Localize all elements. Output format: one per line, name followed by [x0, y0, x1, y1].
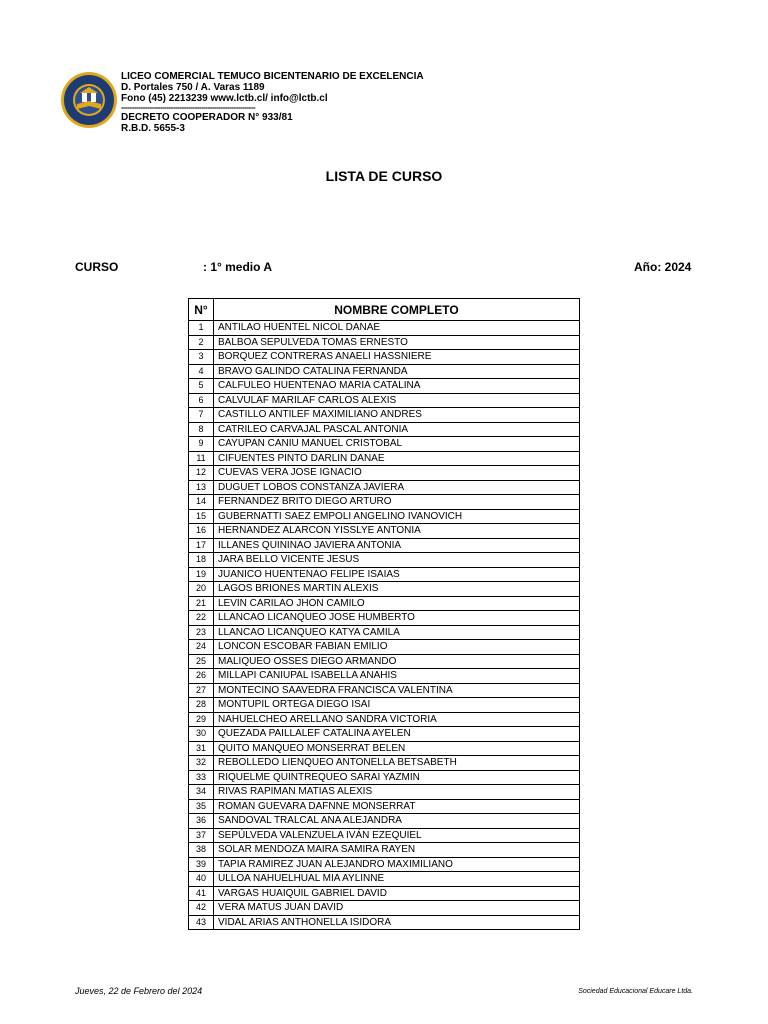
student-name: SANDOVAL TRALCAL ANA ALEJANDRA: [214, 814, 580, 829]
row-number: 32: [189, 756, 214, 771]
table-row: [189, 727, 580, 742]
student-name: CALFULEO HUENTENAO MARIA CATALINA: [214, 379, 580, 394]
table-row: [189, 596, 580, 611]
table-row: [189, 553, 580, 568]
table-row: [189, 408, 580, 423]
school-address: D. Portales 750 / A. Varas 1189: [121, 82, 265, 93]
row-number: 34: [189, 785, 214, 800]
row-number: 36: [189, 814, 214, 829]
row-number: 2: [189, 335, 214, 350]
student-name: QUEZADA PAILLALEF CATALINA AYELEN: [214, 727, 580, 742]
table-row: [189, 770, 580, 785]
course-value: : 1° medio A: [203, 260, 273, 274]
row-number: 23: [189, 625, 214, 640]
table-row: [189, 582, 580, 597]
row-number: 43: [189, 915, 214, 930]
row-number: 29: [189, 712, 214, 727]
student-name: HERNANDEZ ALARCON YISSLYE ANTONIA: [214, 524, 580, 539]
student-name: DUGUET LOBOS CONSTANZA JAVIERA: [214, 480, 580, 495]
table-row: [189, 698, 580, 713]
row-number: 9: [189, 437, 214, 452]
student-name: ILLANES QUININAO JAVIERA ANTONIA: [214, 538, 580, 553]
table-row: [189, 350, 580, 365]
row-number: 1: [189, 321, 214, 336]
header-separator: --------------------------------------------------------------: [121, 104, 256, 112]
row-number: 8: [189, 422, 214, 437]
row-number: 15: [189, 509, 214, 524]
table-row: [189, 915, 580, 930]
student-name: NAHUELCHEO ARELLANO SANDRA VICTORIA: [214, 712, 580, 727]
row-number: 26: [189, 669, 214, 684]
row-number: 40: [189, 872, 214, 887]
column-header-number: N°: [189, 299, 214, 321]
student-name: REBOLLEDO LIENQUEO ANTONELLA BETSABETH: [214, 756, 580, 771]
table-row: [189, 437, 580, 452]
row-number: 28: [189, 698, 214, 713]
page-title: LISTA DE CURSO: [325, 168, 443, 184]
row-number: 20: [189, 582, 214, 597]
school-contact: Fono (45) 2213239 www.lctb.cl/ info@lctb.cl: [121, 93, 328, 104]
table-row: [189, 567, 580, 582]
school-decree: DECRETO COOPERADOR N° 933/81: [121, 112, 293, 123]
table-row: [189, 756, 580, 771]
row-number: 27: [189, 683, 214, 698]
student-name: MALIQUEO OSSES DIEGO ARMANDO: [214, 654, 580, 669]
row-number: 35: [189, 799, 214, 814]
table-row: [189, 364, 580, 379]
student-name: VARGAS HUAIQUIL GABRIEL DAVID: [214, 886, 580, 901]
table-row: [189, 901, 580, 916]
student-name: CUEVAS VERA JOSE IGNACIO: [214, 466, 580, 481]
row-number: 39: [189, 857, 214, 872]
row-number: 12: [189, 466, 214, 481]
table-row: [189, 828, 580, 843]
table-row: [189, 379, 580, 394]
row-number: 14: [189, 495, 214, 510]
row-number: 19: [189, 567, 214, 582]
student-name: MONTUPIL ORTEGA DIEGO ISAI: [214, 698, 580, 713]
row-number: 7: [189, 408, 214, 423]
table-row: [189, 799, 580, 814]
table-row: [189, 393, 580, 408]
student-roster-table: [188, 298, 580, 930]
table-row: [189, 466, 580, 481]
table-row: [189, 611, 580, 626]
student-name: FERNANDEZ BRITO DIEGO ARTURO: [214, 495, 580, 510]
row-number: 38: [189, 843, 214, 858]
student-name: SOLAR MENDOZA MAIRA SAMIRA RAYEN: [214, 843, 580, 858]
row-number: 6: [189, 393, 214, 408]
table-row: [189, 843, 580, 858]
student-name: LLANCAO LICANQUEO KATYA CAMILA: [214, 625, 580, 640]
row-number: 11: [189, 451, 214, 466]
roster-body: [189, 321, 580, 930]
student-name: GUBERNATTI SAEZ EMPOLI ANGELINO IVANOVICH: [214, 509, 580, 524]
student-name: SEPÚLVEDA VALENZUELA IVÁN EZEQUIEL: [214, 828, 580, 843]
student-name: JARA BELLO VICENTE JESUS: [214, 553, 580, 568]
row-number: 42: [189, 901, 214, 916]
row-number: 17: [189, 538, 214, 553]
table-row: [189, 451, 580, 466]
row-number: 13: [189, 480, 214, 495]
student-name: ANTILAO HUENTEL NICOL DANAE: [214, 321, 580, 336]
student-name: BORQUEZ CONTRERAS ANAELI HASSNIERE: [214, 350, 580, 365]
row-number: 24: [189, 640, 214, 655]
footer-date: Jueves, 22 de Febrero del 2024: [75, 986, 203, 996]
school-name: LICEO COMERCIAL TEMUCO BICENTENARIO DE EXCELENCIA: [121, 71, 424, 82]
table-row: [189, 335, 580, 350]
table-row: [189, 480, 580, 495]
student-name: LLANCAO LICANQUEO JOSE HUMBERTO: [214, 611, 580, 626]
table-row: [189, 422, 580, 437]
student-name: CATRILEO CARVAJAL PASCAL ANTONIA: [214, 422, 580, 437]
row-number: 5: [189, 379, 214, 394]
student-name: ROMAN GUEVARA DAFNNE MONSERRAT: [214, 799, 580, 814]
table-row: [189, 669, 580, 684]
table-row: [189, 814, 580, 829]
table-row: [189, 741, 580, 756]
table-row: [189, 857, 580, 872]
table-row: [189, 524, 580, 539]
table-row: [189, 886, 580, 901]
table-row: [189, 321, 580, 336]
table-row: [189, 712, 580, 727]
table-row: [189, 654, 580, 669]
student-name: LEVIN CARILAO JHON CAMILO: [214, 596, 580, 611]
row-number: 31: [189, 741, 214, 756]
table-row: [189, 683, 580, 698]
table-row: [189, 538, 580, 553]
student-name: CAYUPAN CANIU MANUEL CRISTOBAL: [214, 437, 580, 452]
student-name: TAPIA RAMIREZ JUAN ALEJANDRO MAXIMILIANO: [214, 857, 580, 872]
row-number: 4: [189, 364, 214, 379]
table-header-row: [189, 299, 580, 321]
student-name: QUITO MANQUEO MONSERRAT BELEN: [214, 741, 580, 756]
student-name: CALVULAF MARILAF CARLOS ALEXIS: [214, 393, 580, 408]
student-name: LONCON ESCOBAR FABIAN EMILIO: [214, 640, 580, 655]
school-rbd: R.B.D. 5655-3: [121, 123, 185, 134]
school-header: [121, 71, 424, 134]
footer-company: Sociedad Educacional Educare Ltda.: [578, 988, 693, 995]
course-label: CURSO: [75, 260, 119, 274]
table-row: [189, 872, 580, 887]
row-number: 33: [189, 770, 214, 785]
row-number: 37: [189, 828, 214, 843]
student-name: VERA MATUS JUAN DAVID: [214, 901, 580, 916]
student-name: CIFUENTES PINTO DARLIN DANAE: [214, 451, 580, 466]
student-name: RIQUELME QUINTREQUEO SARAI YAZMIN: [214, 770, 580, 785]
student-name: VIDAL ARIAS ANTHONELLA ISIDORA: [214, 915, 580, 930]
student-name: MONTECINO SAAVEDRA FRANCISCA VALENTINA: [214, 683, 580, 698]
table-row: [189, 625, 580, 640]
table-row: [189, 495, 580, 510]
row-number: 30: [189, 727, 214, 742]
table-row: [189, 509, 580, 524]
table-row: [189, 640, 580, 655]
row-number: 16: [189, 524, 214, 539]
row-number: 41: [189, 886, 214, 901]
table-row: [189, 785, 580, 800]
row-number: 25: [189, 654, 214, 669]
student-name: MILLAPI CANIUPAL ISABELLA ANAHIS: [214, 669, 580, 684]
student-name: ULLOA NAHUELHUAL MIA AYLINNE: [214, 872, 580, 887]
student-name: BRAVO GALINDO CATALINA FERNANDA: [214, 364, 580, 379]
row-number: 18: [189, 553, 214, 568]
row-number: 21: [189, 596, 214, 611]
student-name: CASTILLO ANTILEF MAXIMILIANO ANDRES: [214, 408, 580, 423]
student-name: LAGOS BRIONES MARTIN ALEXIS: [214, 582, 580, 597]
student-name: BALBOA SEPULVEDA TOMAS ERNESTO: [214, 335, 580, 350]
column-header-name: NOMBRE COMPLETO: [214, 299, 580, 321]
row-number: 3: [189, 350, 214, 365]
student-name: RIVAS RAPIMAN MATIAS ALEXIS: [214, 785, 580, 800]
school-crest-icon: [60, 71, 118, 129]
course-year: Año: 2024: [634, 260, 692, 274]
student-name: JUANICO HUENTENAO FELIPE ISAIAS: [214, 567, 580, 582]
row-number: 22: [189, 611, 214, 626]
